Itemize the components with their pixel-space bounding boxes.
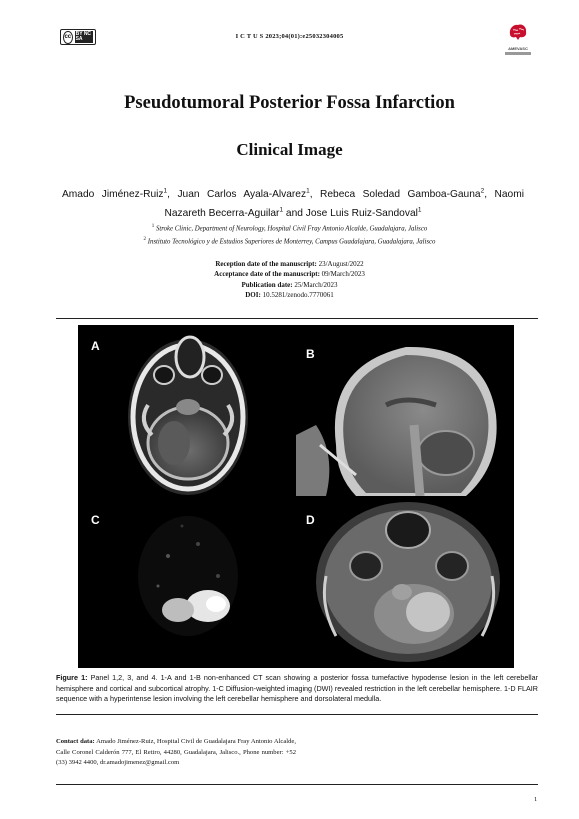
flair-image — [296, 496, 514, 667]
license-text: BY NC SA — [75, 31, 92, 42]
panel-d-flair — [296, 496, 514, 667]
affiliation: $^1$ Stroke Clinic, Department of Neurology, Hospital Civil Fray Antonio Alcalde, Guadalajara, Jalisco — [151, 224, 428, 233]
divider — [56, 318, 538, 319]
logo-subline — [505, 52, 531, 55]
logo-caption: AMEVASC — [508, 46, 528, 51]
figure-1 — [78, 325, 514, 668]
panel-a-axial-ct — [78, 325, 296, 496]
reception-date: Reception date of the manuscript: 23/August/2022 — [215, 260, 364, 268]
author: Naomi Nazareth Becerra-Aguilar$^1$ and — [164, 189, 524, 219]
axial-ct-image — [78, 325, 296, 496]
publication-date: Publication date: 25/March/2023 — [241, 280, 338, 289]
doi: DOI: 10.5281/zenodo.7770061 — [245, 290, 334, 299]
article-type: Clinical Image — [236, 140, 343, 159]
affiliation: $^2$ Instituto Tecnológico y de Estudios Superiores de Monterrey, Campus Guadalajara, Guadalajara, Jalisco — [143, 237, 436, 246]
contact-data: Contact data: Amado Jiménez-Ruiz, Hospital Civil de Guadalajara Fray Antonio Alcalde, Calle Coronel Calderón 777, El Retiro, 44280, Guadalajara, Jalisco., Phone number: +52 (33) 3942 4400, dr.amadojimenez@gmail.com — [56, 738, 296, 766]
panel-c-dwi — [78, 496, 296, 667]
page-number: 1 — [534, 796, 538, 803]
paper-title: Pseudotumoral Posterior Fossa Infarction — [124, 93, 455, 113]
panel-label-b: B — [306, 347, 315, 361]
author: Juan Carlos Ayala-Alvarez$^1$, — [177, 188, 321, 201]
creative-commons-icon: cc — [63, 31, 73, 44]
author: Amado Jiménez-Ruiz$^1$, — [62, 188, 178, 201]
sagittal-ct-image — [296, 325, 514, 496]
author: Rebeca Soledad Gamboa-Gauna$^2$, — [320, 188, 495, 201]
author-list — [62, 184, 524, 221]
panel-label-a: A — [91, 339, 100, 353]
panel-label-d: D — [306, 513, 315, 527]
journal-header: I C T U S 2023;04(01):e25032304005 — [235, 33, 344, 40]
journal-logo — [498, 22, 538, 54]
panel-label-c: C — [91, 513, 100, 527]
acceptance-date: Acceptance date of the manuscript: 09/March/2023 — [214, 270, 365, 279]
panel-b-sagittal-ct — [296, 325, 514, 496]
footer-divider — [56, 784, 538, 785]
brain-logo-icon — [507, 22, 529, 42]
manuscript-dates — [0, 259, 579, 300]
divider — [56, 714, 538, 715]
dwi-image — [78, 496, 296, 667]
author: Jose Luis Ruiz-Sandoval$^1$ — [305, 206, 422, 219]
figure-caption: Figure 1: Panel 1,2, 3, and 4. 1-A and 1-B non-enhanced CT scan showing a posterior fossa tumefactive hypodense lesion in the left cerebellar hemisphere and cortical and subcortical atrophy. 1-C Diffusion-weighted imaging (DWI) revealed restriction in the left cerebellar hemisphere. 1-D FLAIR sequence with a hyperintense lesion involving the left cerebellar hemisphere and dorsolateral medulla. — [56, 673, 538, 703]
